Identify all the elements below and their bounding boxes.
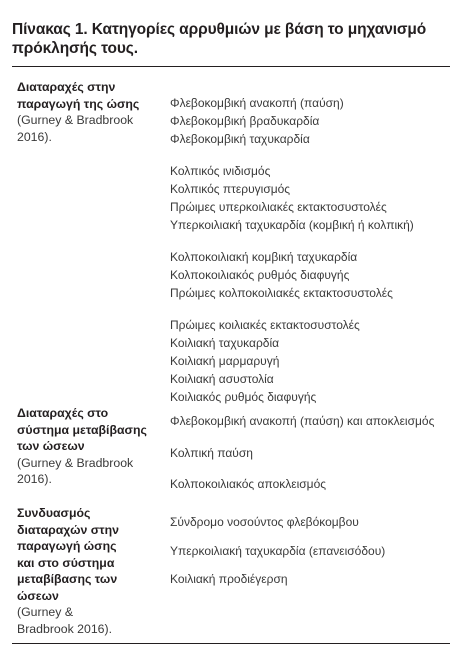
list-item: Υπερκοιλιακή ταχυκαρδία (κομβική ή κολπική) bbox=[170, 218, 414, 232]
list-item: Φλεβοκομβική ταχυκαρδία bbox=[170, 132, 310, 146]
list-item: Κολπική παύση bbox=[170, 446, 253, 460]
table-bottom-rule bbox=[12, 643, 450, 644]
category-title: Διαταραχές στην παραγωγή της ώσης bbox=[17, 80, 140, 111]
category-production bbox=[17, 79, 142, 145]
list-item: Κοιλιακή ταχυκαρδία bbox=[170, 336, 280, 350]
list-item: Κοιλιακή μαρμαρυγή bbox=[170, 354, 280, 368]
table-top-rule bbox=[12, 66, 450, 67]
category-reference: (Gurney & Bradbrook 2016). bbox=[17, 605, 113, 636]
list-item: Κοιλιακός ρυθμός διαφυγής bbox=[170, 390, 317, 404]
list-item: Πρώιμες κοιλιακές εκτακτοσυστολές bbox=[170, 318, 360, 332]
list-item: Κολποκοιλιακή κομβική ταχυκαρδία bbox=[170, 250, 358, 264]
list-item: Υπερκοιλιακή ταχυκαρδία (επανεισόδου) bbox=[170, 544, 386, 558]
category-conduction bbox=[17, 405, 152, 488]
list-item: Φλεβοκομβική βραδυκαρδία bbox=[170, 114, 320, 128]
list-item: Φλεβοκομβική ανακοπή (παύση) και αποκλεισμός bbox=[170, 414, 435, 428]
category-title: Διαταραχές στο σύστημα μεταβίβασης των ώσεων bbox=[17, 406, 147, 453]
list-item: Κοιλιακή προδιέγερση bbox=[170, 572, 288, 586]
list-item: Κολπικός ινιδισμός bbox=[170, 164, 271, 178]
table-title: Πίνακας 1. Κατηγορίες αρρυθμιών με βάση το μηχανισμό πρόκλησής τους. bbox=[12, 21, 427, 57]
list-item: Κολποκοιλιακός αποκλεισμός bbox=[170, 477, 327, 491]
list-item: Σύνδρομο νοσούντος φλεβόκομβου bbox=[170, 515, 359, 529]
list-item: Φλεβοκομβική ανακοπή (παύση) bbox=[170, 96, 344, 110]
list-item: Κολποκοιλιακός ρυθμός διαφυγής bbox=[170, 268, 350, 282]
list-item: Πρώιμες υπερκοιλιακές εκτακτοσυστολές bbox=[170, 200, 387, 214]
category-reference: (Gurney & Bradbrook 2016). bbox=[17, 113, 134, 144]
category-title: Συνδυασμός διαταραχών στην παραγωγή ώσης και στο σύστημα μεταβίβασης των ώσεων bbox=[17, 506, 120, 603]
category-combined bbox=[17, 505, 132, 637]
list-item: Κοιλιακή ασυστολία bbox=[170, 372, 274, 386]
category-reference: (Gurney & Bradbrook 2016). bbox=[17, 455, 134, 486]
list-item: Πρώιμες κολποκοιλιακές εκτακτοσυστολές bbox=[170, 286, 393, 300]
list-item: Κολπικός πτερυγισμός bbox=[170, 182, 291, 196]
